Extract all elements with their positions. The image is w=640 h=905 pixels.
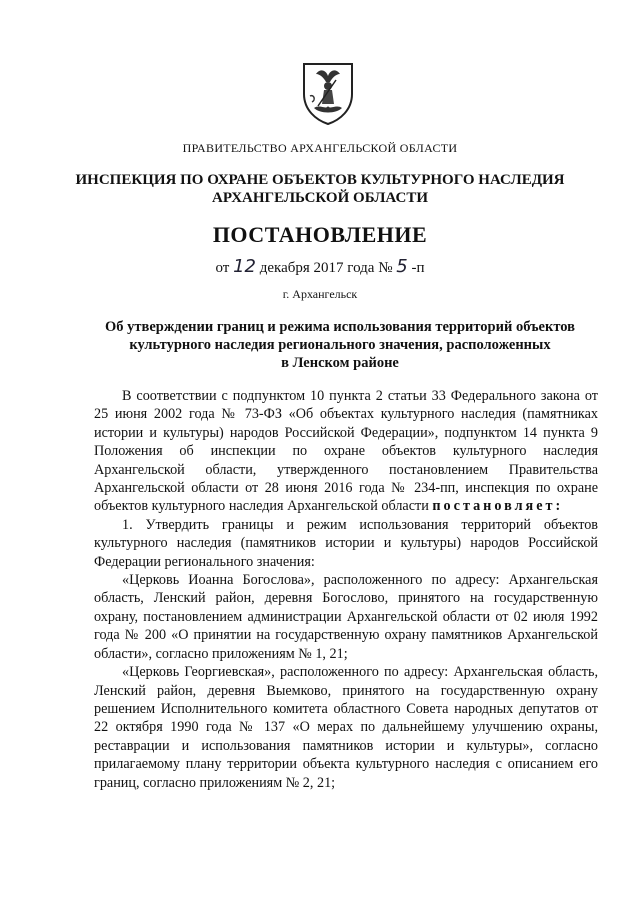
document-subject bbox=[90, 318, 590, 372]
subject-line2: культурного наследия регионального значения, расположенных bbox=[129, 337, 551, 353]
inspection-name bbox=[60, 171, 580, 207]
handwritten-day: 12 bbox=[233, 256, 257, 277]
preamble-text: В соответствии с подпунктом 10 пункта 2 статьи 33 Федерального закона от 25 июня 2002 года № 73-ФЗ «Об объектах культурного наследия (памятниках истории и культуры) народов Российской Федерации», подпунктом 14 пункта 9 Положения об инспекции по охране объектов культурного наследия Архангельской области, утвержденного постановлением Правительства Архангельской области от 28 июня 2016 года № 234-пп, инспекция по охране объектов культурного наследия Архангельской области bbox=[94, 388, 598, 515]
inspection-name-line2: АРХАНГЕЛЬСКОЙ ОБЛАСТИ bbox=[212, 190, 428, 206]
object-2-paragraph: «Церковь Георгиевская», расположенного по адресу: Архангельская область, Ленский район, деревня Выемково, принятого на государственную охрану решением Исполнительного комитета областного Совета народных депутатов от 22 октября 1990 года № 137 «О мерах по дальнейшему улучшению охраны, реставрации и использования памятников истории и культуры», согласно прилагаемому плану территории объекта культурного наследия с описанием его границ, согласно приложениям № 2, 21; bbox=[94, 664, 598, 791]
document-date-line bbox=[0, 256, 640, 277]
document-type-title: ПОСТАНОВЛЕНИЕ bbox=[212, 222, 428, 247]
date-rest: декабря 2017 года № bbox=[259, 260, 393, 276]
subject-line3: в Ленском районе bbox=[281, 355, 399, 371]
government-name: ПРАВИТЕЛЬСТВО АРХАНГЕЛЬСКОЙ ОБЛАСТИ bbox=[182, 141, 458, 155]
preamble-paragraph bbox=[94, 387, 598, 516]
coat-of-arms-emblem bbox=[300, 60, 356, 126]
inspection-name-line1: ИНСПЕКЦИЯ ПО ОХРАНЕ ОБЪЕКТОВ КУЛЬТУРНОГО НАСЛЕДИЯ bbox=[75, 172, 565, 188]
decides-word: постановляет: bbox=[432, 498, 564, 515]
document-body bbox=[94, 387, 598, 792]
object-1-paragraph: «Церковь Иоанна Богослова», расположенного по адресу: Архангельская область, Ленский район, деревня Богослово, принятого на государственную охрану, постановлением администрации Архангельской области от 02 июля 1992 года № 200 «О принятии на государственную охрану памятников Архангельской области», согласно приложениям № 1, 21; bbox=[94, 572, 598, 662]
handwritten-number: 5 bbox=[396, 256, 408, 277]
item-1-paragraph: 1. Утвердить границы и режим использования территорий объектов культурного наследия (памятников истории и культуры) народов Российской Федерации регионального значения: bbox=[94, 516, 598, 570]
subject-line1: Об утверждении границ и режима использования территорий объектов bbox=[105, 319, 575, 335]
number-suffix: -п bbox=[411, 260, 425, 276]
date-prefix: от bbox=[215, 260, 230, 276]
document-city: г. Архангельск bbox=[282, 287, 358, 301]
